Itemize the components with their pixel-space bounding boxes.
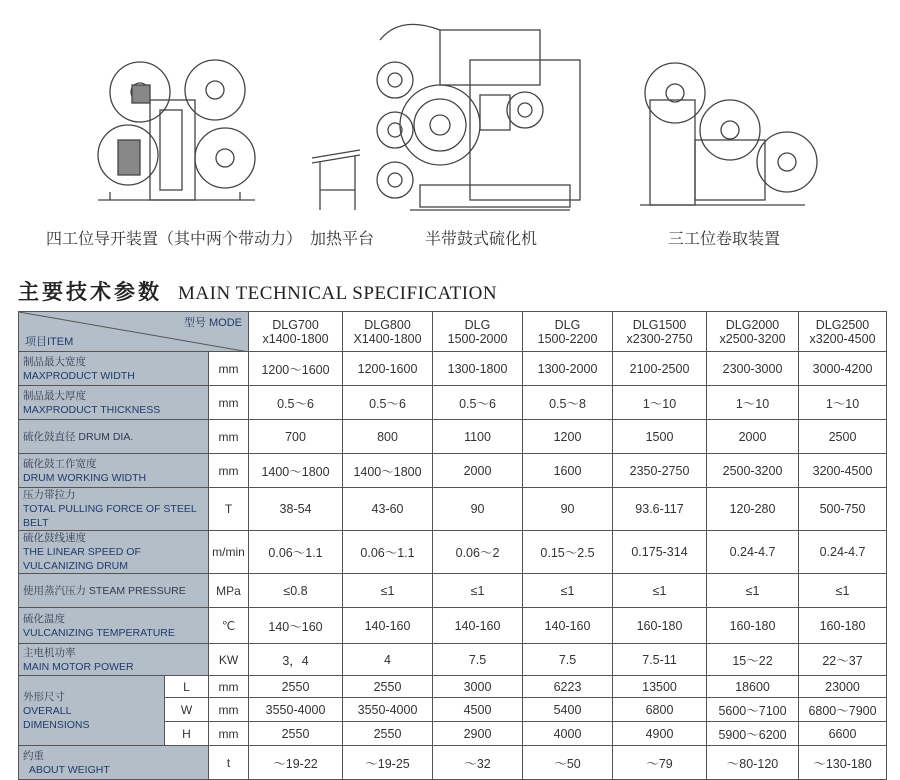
spec-heading-cn: 主要技术参数 xyxy=(18,280,162,304)
table-cell: 0.5～6 xyxy=(249,386,343,420)
model-header: DLG1500 x2300-2750 xyxy=(613,312,707,352)
table-cell: ≤1 xyxy=(799,574,887,608)
corner-item-label: 项目ITEM xyxy=(25,336,74,348)
table-cell: 7.5 xyxy=(433,644,523,676)
table-cell: 6800～7900 xyxy=(799,698,887,722)
row-unit: mm xyxy=(209,676,249,698)
table-cell: ～130-180 xyxy=(799,746,887,780)
table-cell: 3200-4500 xyxy=(799,454,887,488)
table-cell: ≤1 xyxy=(433,574,523,608)
table-cell: 6600 xyxy=(799,722,887,746)
table-cell: ～80-120 xyxy=(707,746,799,780)
dimension-sub-label: L xyxy=(165,676,209,698)
table-cell: ～32 xyxy=(433,746,523,780)
model-header: DLG2500 x3200-4500 xyxy=(799,312,887,352)
dimension-sub-label: W xyxy=(165,698,209,722)
table-cell: 2100-2500 xyxy=(613,352,707,386)
table-cell: 160-180 xyxy=(613,608,707,644)
table-cell: 0.15～2.5 xyxy=(523,531,613,574)
table-cell: 0.24-4.7 xyxy=(707,531,799,574)
table-row xyxy=(19,574,887,608)
table-cell: 0.5～6 xyxy=(433,386,523,420)
table-cell: 38-54 xyxy=(249,488,343,531)
table-cell: ≤1 xyxy=(613,574,707,608)
table-cell: 1300-2000 xyxy=(523,352,613,386)
model-header: DLG700 x1400-1800 xyxy=(249,312,343,352)
table-cell: 2550 xyxy=(249,676,343,698)
model-header: DLG2000 x2500-3200 xyxy=(707,312,799,352)
table-cell: 1300-1800 xyxy=(433,352,523,386)
table-cell: 0.5～8 xyxy=(523,386,613,420)
row-unit: t xyxy=(209,746,249,780)
table-cell: 5900～6200 xyxy=(707,722,799,746)
table-cell: 3，4 xyxy=(249,644,343,676)
table-cell: 1200～1600 xyxy=(249,352,343,386)
row-label: 主电机功率 MAIN MOTOR POWER xyxy=(19,644,209,676)
table-cell: 2900 xyxy=(433,722,523,746)
table-cell: 1～10 xyxy=(707,386,799,420)
table-cell: 2500 xyxy=(799,420,887,454)
spec-heading-en: MAIN TECHNICAL SPECIFICATION xyxy=(178,283,498,304)
table-cell: 1～10 xyxy=(613,386,707,420)
table-row xyxy=(19,531,887,574)
row-label: 制品最大厚度 MAXPRODUCT THICKNESS xyxy=(19,386,209,420)
vulcanizer-drawing xyxy=(377,24,580,210)
table-row xyxy=(19,644,887,676)
row-label: 约重 ABOUT WEIGHT xyxy=(19,746,209,780)
machine-drawings xyxy=(0,0,900,255)
table-cell: ≤0.8 xyxy=(249,574,343,608)
table-cell: 3550-4000 xyxy=(343,698,433,722)
table-cell: 15～22 xyxy=(707,644,799,676)
row-label: 硫化鼓直径 DRUM DIA. xyxy=(19,420,209,454)
table-cell: 4000 xyxy=(523,722,613,746)
table-cell: 2300-3000 xyxy=(707,352,799,386)
table-cell: 0.24-4.7 xyxy=(799,531,887,574)
table-cell: 2500-3200 xyxy=(707,454,799,488)
table-cell: 43-60 xyxy=(343,488,433,531)
table-cell: ≤1 xyxy=(523,574,613,608)
table-cell: 2000 xyxy=(707,420,799,454)
corner-model-label: 型号 MODE xyxy=(183,317,243,329)
caption-vulcanizer: 半带鼓式硫化机 xyxy=(425,229,538,248)
table-cell: 1400～1800 xyxy=(343,454,433,488)
row-label: 硫化温度 VULCANIZING TEMPERATURE xyxy=(19,608,209,644)
table-cell: 500-750 xyxy=(799,488,887,531)
row-label: 硫化鼓工作宽度 DRUM WORKING WIDTH xyxy=(19,454,209,488)
table-cell: 0.06～1.1 xyxy=(343,531,433,574)
table-cell: 4900 xyxy=(613,722,707,746)
table-cell: 1400～1800 xyxy=(249,454,343,488)
row-label: 压力带拉力 TOTAL PULLING FORCE OF STEEL BELT xyxy=(19,488,209,531)
row-unit: KW xyxy=(209,644,249,676)
table-cell: 6223 xyxy=(523,676,613,698)
caption-heating-platform: 加热平台 xyxy=(310,229,375,248)
row-unit: MPa xyxy=(209,574,249,608)
table-cell: 7.5-11 xyxy=(613,644,707,676)
unwinding-device-drawing xyxy=(98,60,255,200)
row-unit: mm xyxy=(209,454,249,488)
spec-table xyxy=(18,311,887,780)
model-header: DLG 1500-2000 xyxy=(433,312,523,352)
table-cell: 7.5 xyxy=(523,644,613,676)
table-cell: 160-180 xyxy=(707,608,799,644)
table-cell: 4 xyxy=(343,644,433,676)
table-cell: 800 xyxy=(343,420,433,454)
heating-platform-drawing xyxy=(312,150,360,210)
caption-winding: 三工位卷取装置 xyxy=(668,229,781,248)
model-header: DLG 1500-2200 xyxy=(523,312,613,352)
table-cell: 2550 xyxy=(249,722,343,746)
table-cell: 700 xyxy=(249,420,343,454)
table-row xyxy=(19,420,887,454)
table-cell: 13500 xyxy=(613,676,707,698)
table-cell: 1100 xyxy=(433,420,523,454)
table-cell: 1～10 xyxy=(799,386,887,420)
table-cell: 5400 xyxy=(523,698,613,722)
table-cell: 3000 xyxy=(433,676,523,698)
row-label: 硫化鼓线速度 THE LINEAR SPEED OF VULCANIZING DRUM xyxy=(19,531,209,574)
table-cell: 4500 xyxy=(433,698,523,722)
table-cell: 140～160 xyxy=(249,608,343,644)
table-cell: 0.06～2 xyxy=(433,531,523,574)
header-corner xyxy=(19,312,249,352)
table-cell: ≤1 xyxy=(343,574,433,608)
table-cell: 22～37 xyxy=(799,644,887,676)
spec-heading xyxy=(18,276,497,306)
table-cell: 23000 xyxy=(799,676,887,698)
table-cell: ～19-22 xyxy=(249,746,343,780)
row-label: 使用蒸汽压力 STEAM PRESSURE xyxy=(19,574,209,608)
table-cell: 18600 xyxy=(707,676,799,698)
model-header: DLG800 X1400-1800 xyxy=(343,312,433,352)
table-cell: 2550 xyxy=(343,722,433,746)
table-cell: ～19-25 xyxy=(343,746,433,780)
table-row xyxy=(19,608,887,644)
row-unit: ℃ xyxy=(209,608,249,644)
table-row-dimension-l xyxy=(19,676,887,698)
row-unit: mm xyxy=(209,352,249,386)
table-row xyxy=(19,386,887,420)
table-cell: 140-160 xyxy=(433,608,523,644)
table-cell: 1200-1600 xyxy=(343,352,433,386)
table-cell: 5600～7100 xyxy=(707,698,799,722)
machine-line-drawings xyxy=(0,0,900,255)
row-unit: mm xyxy=(209,698,249,722)
caption-unwinding: 四工位导开装置（其中两个带动力） xyxy=(46,229,303,248)
table-cell: 3000-4200 xyxy=(799,352,887,386)
table-row xyxy=(19,454,887,488)
table-cell: 0.5～6 xyxy=(343,386,433,420)
table-cell: 1600 xyxy=(523,454,613,488)
table-cell: 2350-2750 xyxy=(613,454,707,488)
table-cell: 6800 xyxy=(613,698,707,722)
row-unit: mm xyxy=(209,420,249,454)
table-cell: 2550 xyxy=(343,676,433,698)
table-cell: 3550-4000 xyxy=(249,698,343,722)
table-cell: ≤1 xyxy=(707,574,799,608)
table-cell: 140-160 xyxy=(523,608,613,644)
table-cell: 160-180 xyxy=(799,608,887,644)
table-cell: 90 xyxy=(523,488,613,531)
table-cell: 1200 xyxy=(523,420,613,454)
table-cell: 0.06～1.1 xyxy=(249,531,343,574)
row-unit: m/min xyxy=(209,531,249,574)
row-unit: T xyxy=(209,488,249,531)
row-unit: mm xyxy=(209,386,249,420)
table-cell: 120-280 xyxy=(707,488,799,531)
table-cell: 90 xyxy=(433,488,523,531)
winding-device-drawing xyxy=(640,63,817,205)
table-cell: 140-160 xyxy=(343,608,433,644)
row-unit: mm xyxy=(209,722,249,746)
table-cell: ～50 xyxy=(523,746,613,780)
table-cell: 1500 xyxy=(613,420,707,454)
table-cell: 2000 xyxy=(433,454,523,488)
table-header-row xyxy=(19,312,887,352)
table-cell: ～79 xyxy=(613,746,707,780)
table-row xyxy=(19,488,887,531)
table-row xyxy=(19,352,887,386)
table-cell: 93.6-117 xyxy=(613,488,707,531)
dimension-sub-label: H xyxy=(165,722,209,746)
table-cell: 0.175-314 xyxy=(613,531,707,574)
table-row-weight xyxy=(19,746,887,780)
dimensions-label: 外形尺寸 OVERALL DIMENSIONS xyxy=(19,676,165,746)
row-label: 制品最大宽度 MAXPRODUCT WIDTH xyxy=(19,352,209,386)
